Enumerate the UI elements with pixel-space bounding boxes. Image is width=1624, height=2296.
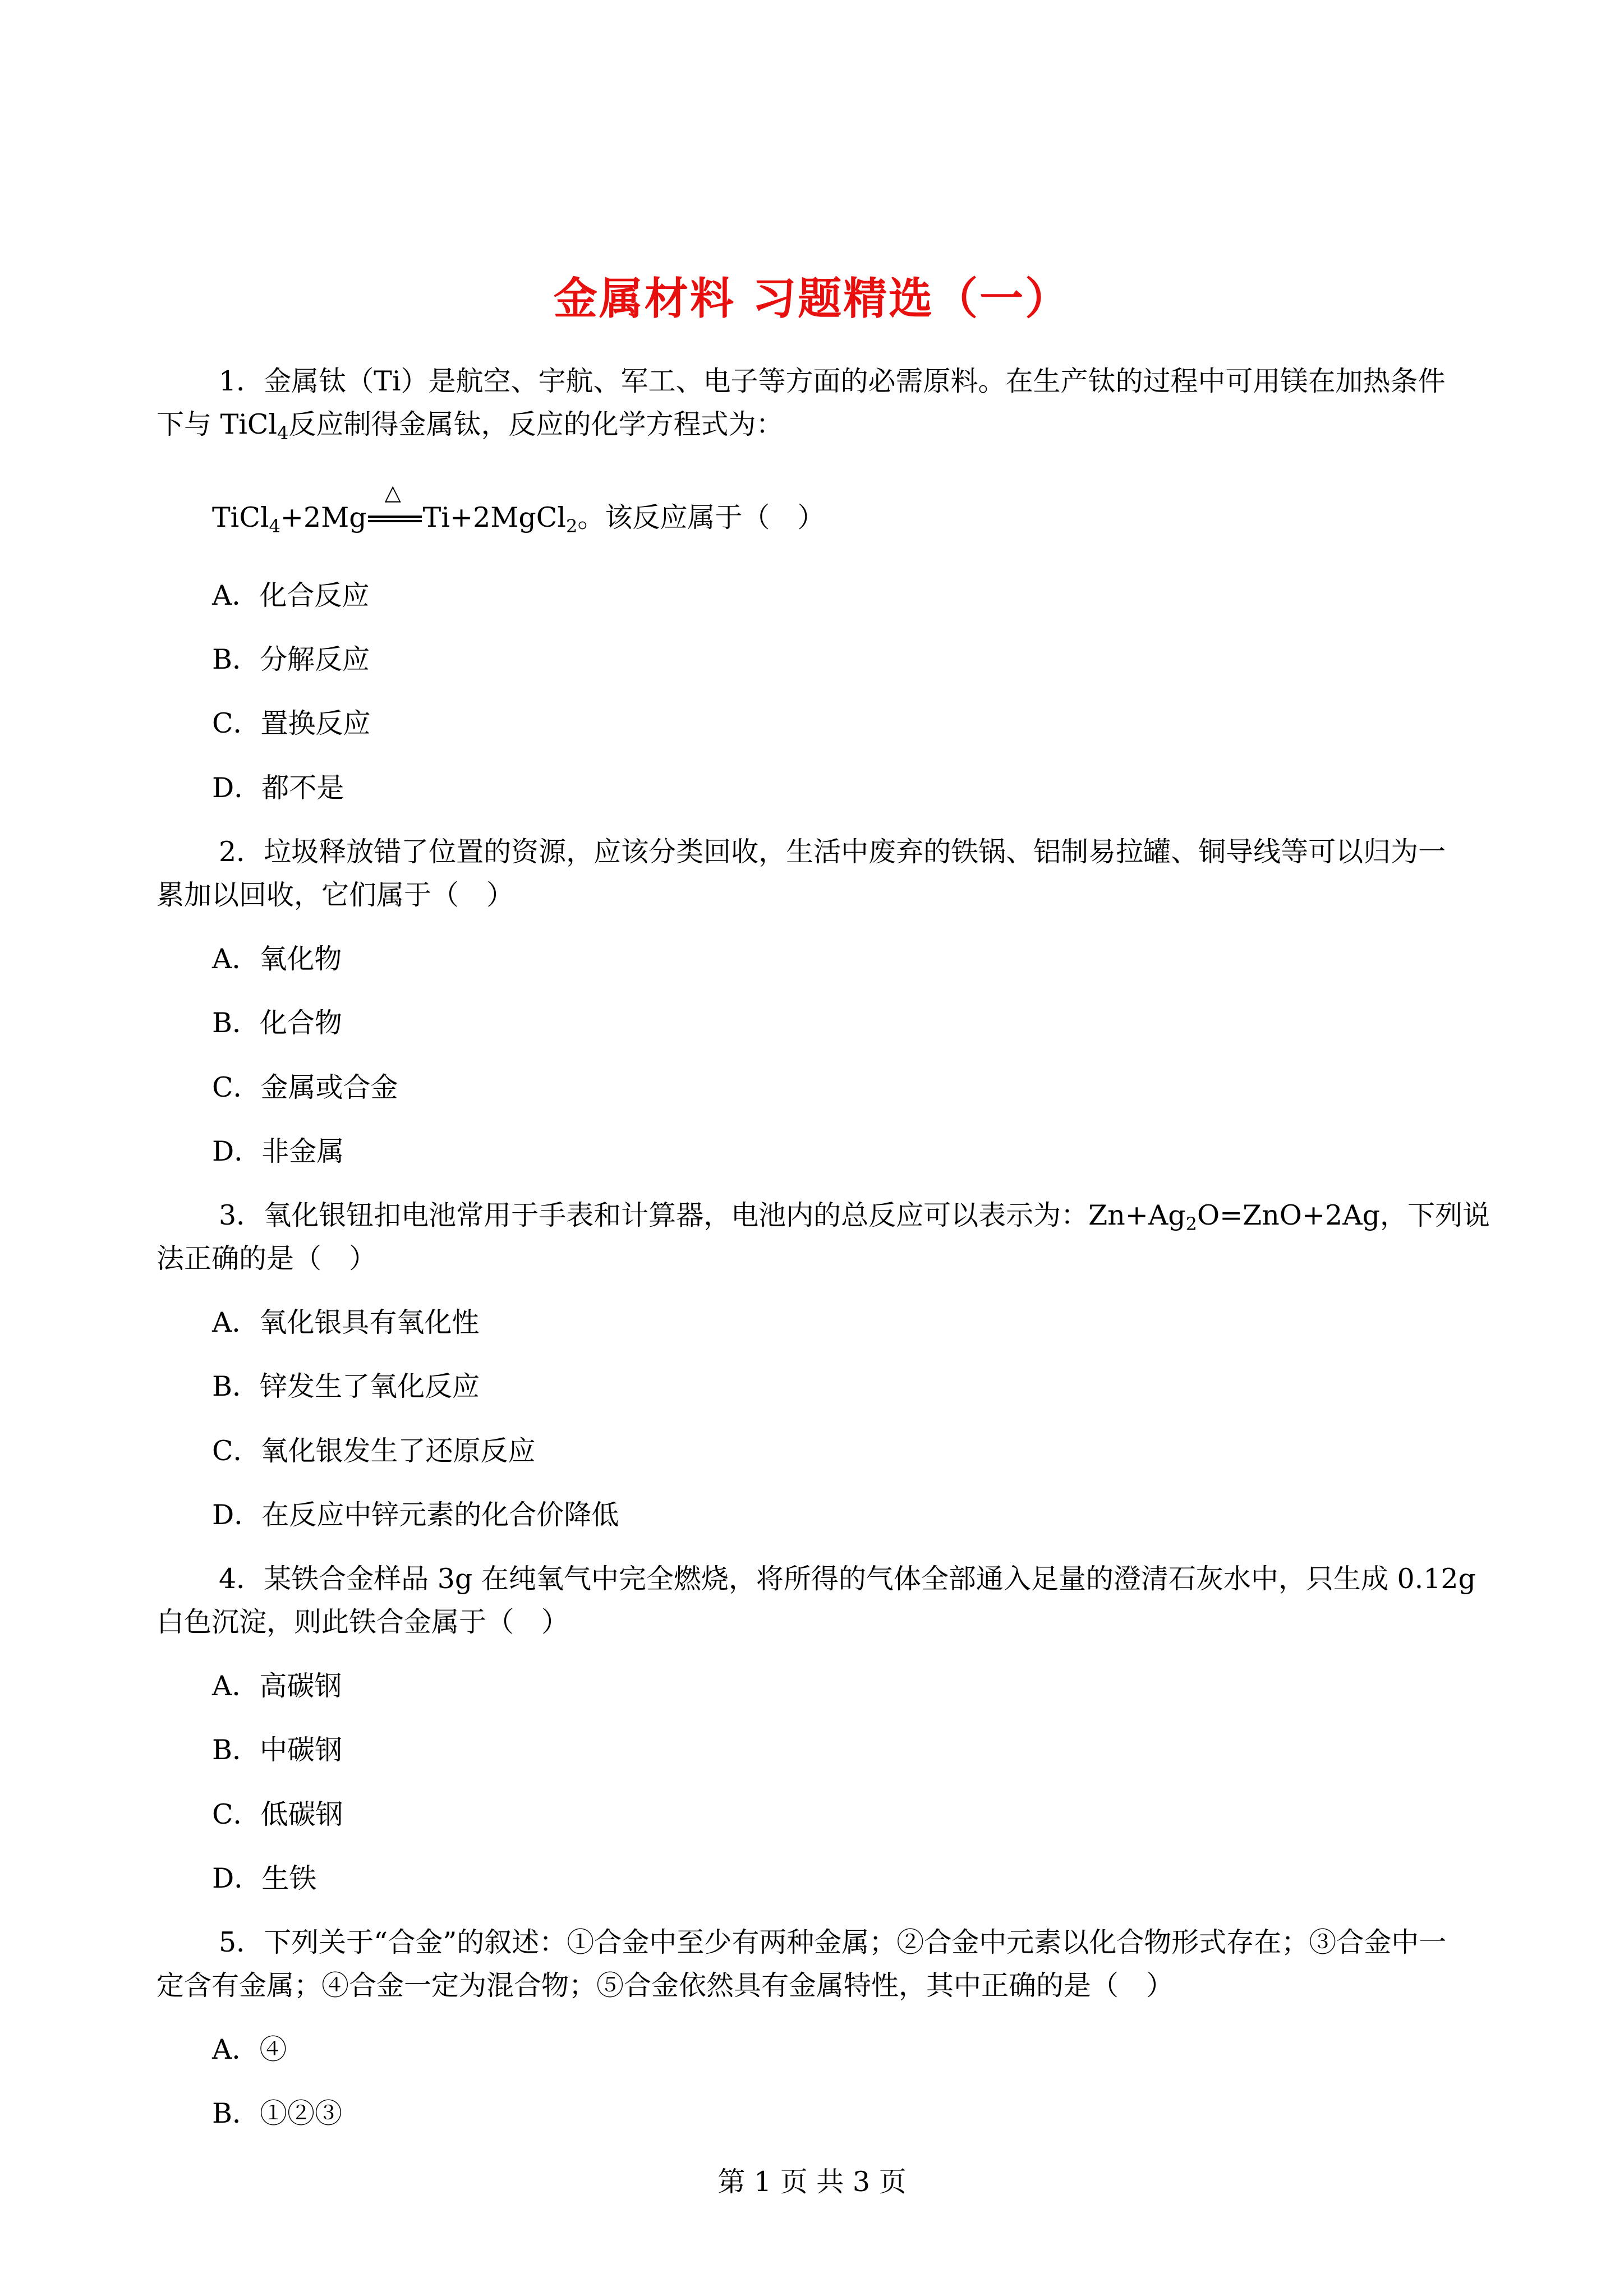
question-4-option-c: C．低碳钢 — [212, 1798, 343, 1830]
question-1-text-line-2: 下与 TiCl$_4$反应制得金属钛，反应的化学方程式为： — [157, 408, 784, 444]
question-2-option-d: D．非金属 — [212, 1135, 344, 1167]
question-5-text-line-2: 定含有金属；④合金一定为混合物；⑤合金依然具有金属特性，其中正确的是（ ） — [157, 1970, 1174, 2001]
question-3-option-a: A．氧化银具有氧化性 — [212, 1306, 480, 1338]
question-1-option-c: C．置换反应 — [212, 707, 371, 739]
question-2-text-line-1: 2．垃圾释放错了位置的资源，应该分类回收，生活中废弃的铁锅、铝制易拉罐、铜导线等可以归为一 — [219, 836, 1446, 868]
page-number-footer: 第 1 页 共 3 页 — [717, 2166, 907, 2198]
question-1-option-d: D．都不是 — [212, 772, 344, 804]
question-5-option-a: A．④ — [212, 2033, 287, 2065]
question-2-text-line-2: 累加以回收，它们属于（ ） — [157, 879, 514, 911]
question-4-option-a: A．高碳钢 — [212, 1670, 342, 1702]
question-5-text-line-1: 5．下列关于“合金”的叙述：①合金中至少有两种金属；②合金中元素以化合物形式存在；③合金中一 — [219, 1926, 1447, 1958]
page-title: 金属材料 习题精选（一） — [553, 273, 1071, 324]
question-1-option-b: B．分解反应 — [212, 643, 370, 675]
heating-condition-equals-sign — [367, 480, 423, 535]
question-2-option-b: B．化合物 — [212, 1007, 343, 1039]
question-2-option-c: C．金属或合金 — [212, 1071, 398, 1103]
question-4-option-b: B．中碳钢 — [212, 1734, 343, 1766]
question-2-option-a: A．氧化物 — [212, 943, 342, 975]
question-4-text-line-1: 4．某铁合金样品 3g 在纯氧气中完全燃烧，将所得的气体全部通入足量的澄清石灰水中，只生成 0.12g — [219, 1563, 1476, 1595]
question-4-text-line-2: 白色沉淀，则此铁合金属于（ ） — [157, 1606, 569, 1638]
question-3-option-b: B．锌发生了氧化反应 — [212, 1370, 480, 1402]
question-3-text-line-1: 3．氧化银钮扣电池常用于手表和计算器，电池内的总反应可以表示为：$Zn+Ag_2O=ZnO+2Ag$，下列说 — [219, 1199, 1490, 1235]
question-3-text-line-2: 法正确的是（ ） — [157, 1243, 377, 1274]
question-3-option-c: C．氧化银发生了还原反应 — [212, 1435, 536, 1467]
question-1-option-a: A．化合反应 — [212, 579, 370, 611]
question-1-text-line-1: 1．金属钛（Ti）是航空、宇航、军工、电子等方面的必需原料。在生产钛的过程中可用镁在加热条件 — [219, 365, 1446, 397]
question-3-option-d: D．在反应中锌元素的化合价降低 — [212, 1499, 619, 1531]
heat-triangle-icon: △ — [384, 480, 401, 505]
question-5-option-b: B．①②③ — [212, 2097, 343, 2129]
question-1-equation: TiCl$_4$+2Mg △ Ti+2MgCl$_2$。该反应属于（ ） — [212, 480, 825, 537]
question-4-option-d: D．生铁 — [212, 1862, 317, 1894]
